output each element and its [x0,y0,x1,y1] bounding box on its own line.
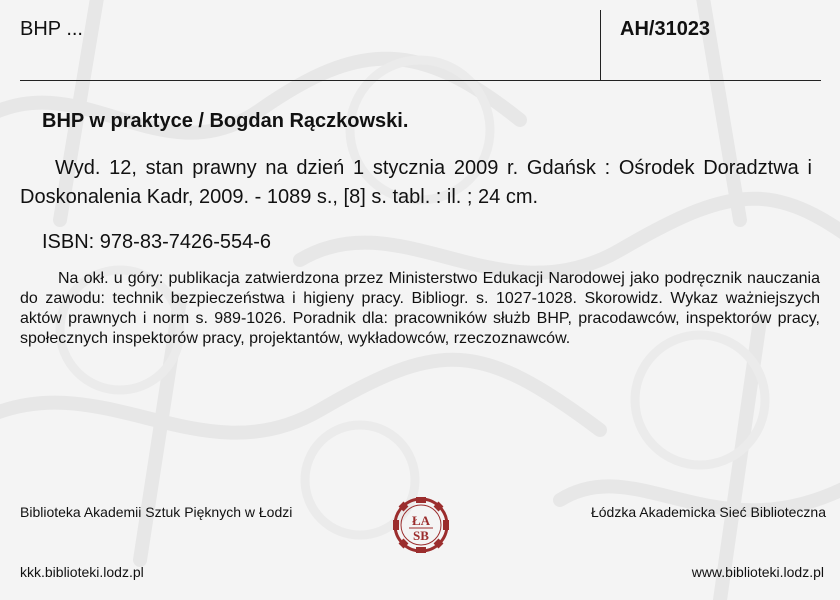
logo-text-bottom: SB [413,528,429,543]
header-short-title: BHP ... [20,18,83,40]
footer-library-right: Łódzka Akademicka Sieć Biblioteczna [590,504,826,520]
record-edition: Wyd. 12, stan prawny na dzień 1 stycznia 2009 r. Gdańsk : Ośrodek Doradztwa i Doskonalenia Kadr, 2009. - 1089 s., [8] s. tabl. : il. ; 24 cm. [20,157,812,208]
record-isbn: ISBN: 978-83-7426-554-6 [42,231,272,253]
logo-text-top: ŁA [411,513,431,528]
footer-library-left: Biblioteka Akademii Sztuk Pięknych w Łodzi [20,504,293,520]
record-title: BHP w praktyce / Bogdan Rączkowski. [42,110,409,132]
lasb-logo-icon [388,496,454,554]
call-number: AH/31023 [620,18,711,40]
header-divider-horizontal [20,80,821,81]
footer-url-right[interactable]: www.biblioteki.lodz.pl [691,564,824,580]
footer-url-left[interactable]: kkk.biblioteki.lodz.pl [20,564,144,580]
header-divider-vertical [600,10,601,80]
record-notes: Na okł. u góry: publikacja zatwierdzona przez Ministerstwo Edukacji Narodowej jako podręcznik nauczania do zawodu: technik bezpieczeństwa i higieny pracy. Bibliogr. s. 1027-1028. Skorowidz. Wykaz ważniejszych aktów prawnych i norm s. 989-1026. Poradnik dla: pracowników służb BHP, pracodawców, inspektorów pracy, społecznych inspektorów pracy, projektantów, wykładowców, rzeczoznawców. [20,270,820,347]
